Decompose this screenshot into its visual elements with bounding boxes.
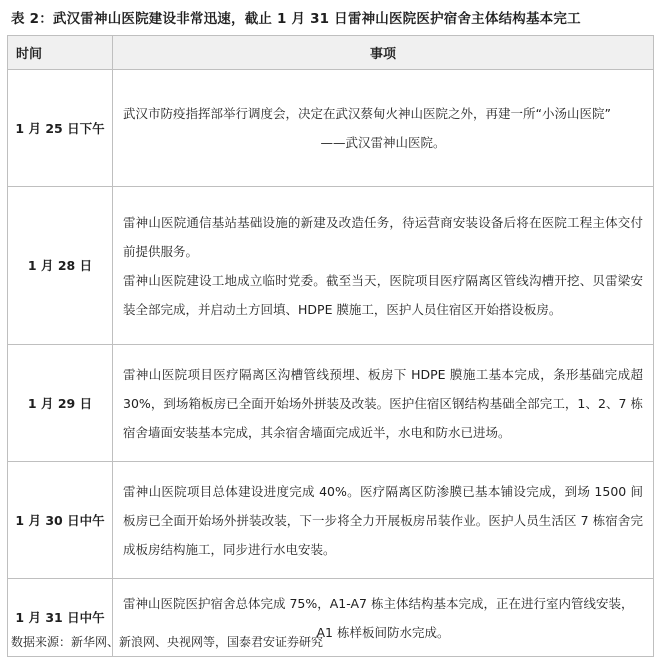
event-line: 雷神山医院通信基站基础设施的新建及改造任务，待运营商安装设备后将在医院工程主体交付前提供服务。: [123, 214, 643, 259]
table-header-row: [8, 36, 654, 70]
table-row: [8, 70, 654, 187]
row-time: 1 月 30 日中午: [8, 462, 113, 579]
row-time: 1 月 25 日下午: [8, 70, 113, 187]
event-line: 雷神山医院建设工地成立临时党委。截至当天，医院项目医疗隔离区管线沟槽开挖、贝雷梁安装全部完成，并启动土方回填、HDPE 膜施工，医护人员住宿区开始搭设板房。: [123, 272, 643, 317]
timeline-table: [7, 35, 654, 657]
table-caption: 表 2：武汉雷神山医院建设非常迅速，截止 1 月 31 日雷神山医院医护宿舍主体结构基本完工: [11, 11, 581, 27]
row-time: 1 月 29 日: [8, 345, 113, 462]
source-note: 数据来源：新华网、新浪网、央视网等，国泰君安证券研究: [11, 635, 324, 649]
event-line: 武汉市防疫指挥部举行调度会，决定在武汉蔡甸火神山医院之外，再建一所“小汤山医院”: [123, 106, 611, 121]
event-line: 雷神山医院项目总体建设进度完成 40%。医疗隔离区防渗膜已基本铺设完成，到场 1500 间板房已全面开始场外拼装改装，下一步将全力开展板房吊装作业。医护人员生活区 7 栋宿舍完成板房结构施工，同步进行水电安装。: [123, 483, 643, 557]
row-event: [113, 187, 654, 345]
header-time: 时间: [8, 36, 113, 70]
table-row: [8, 462, 654, 579]
header-event: 事项: [113, 36, 654, 70]
row-time: 1 月 28 日: [8, 187, 113, 345]
event-line: 雷神山医院医护宿舍总体完成 75%，A1-A7 栋主体结构基本完成，正在进行室内管线安装，: [123, 595, 634, 611]
row-time: 1 月 31 日中午: [8, 579, 113, 657]
event-line: ——武汉雷神山医院。: [320, 135, 446, 150]
row-event: [113, 345, 654, 462]
row-event: [113, 70, 654, 187]
table-row: [8, 345, 654, 462]
row-event: [113, 462, 654, 579]
event-line: A1 栋样板间防水完成。: [316, 624, 450, 640]
event-line: 雷神山医院项目医疗隔离区沟槽管线预埋、板房下 HDPE 膜施工基本完成，条形基础完成超 30%，到场箱板房已全面开始场外拼装及改装。医护住宿区钢结构基础全部完工，1、2、7 栋宿舍墙面安装基本完成，其余宿舍墙面完成近半，水电和防水已进场。: [123, 366, 643, 440]
table-row: [8, 187, 654, 345]
